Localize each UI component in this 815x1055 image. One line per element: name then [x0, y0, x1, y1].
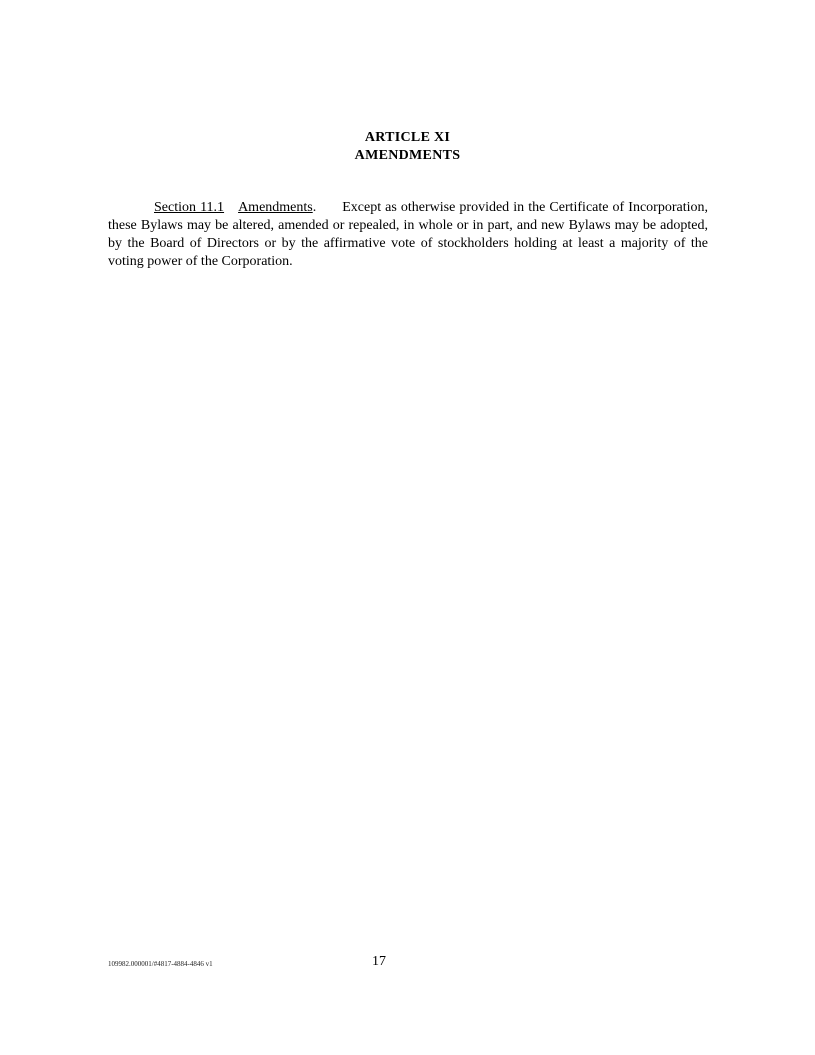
section-heading-punct: .	[312, 200, 317, 215]
section-number: Section 11.1	[154, 200, 225, 215]
section-paragraph	[108, 199, 708, 271]
page-number: 17	[372, 954, 386, 969]
article-title-heading: AMENDMENTS	[354, 148, 461, 163]
section-heading: Amendments	[238, 200, 313, 215]
section-body-text: Except as otherwise provided in the Certificate of Incorporation, these Bylaws may be altered, amended or repealed, in whole or in part, and new Bylaws may be adopted, by the Board of Directors or by the affirmative vote of stockholders holding at least a majority of the voting power of the Corporation.	[108, 200, 708, 269]
footer-document-id: 109982.000001/#4817-4884-4846 v1	[108, 960, 213, 968]
article-number-heading: ARTICLE XI	[364, 130, 451, 145]
